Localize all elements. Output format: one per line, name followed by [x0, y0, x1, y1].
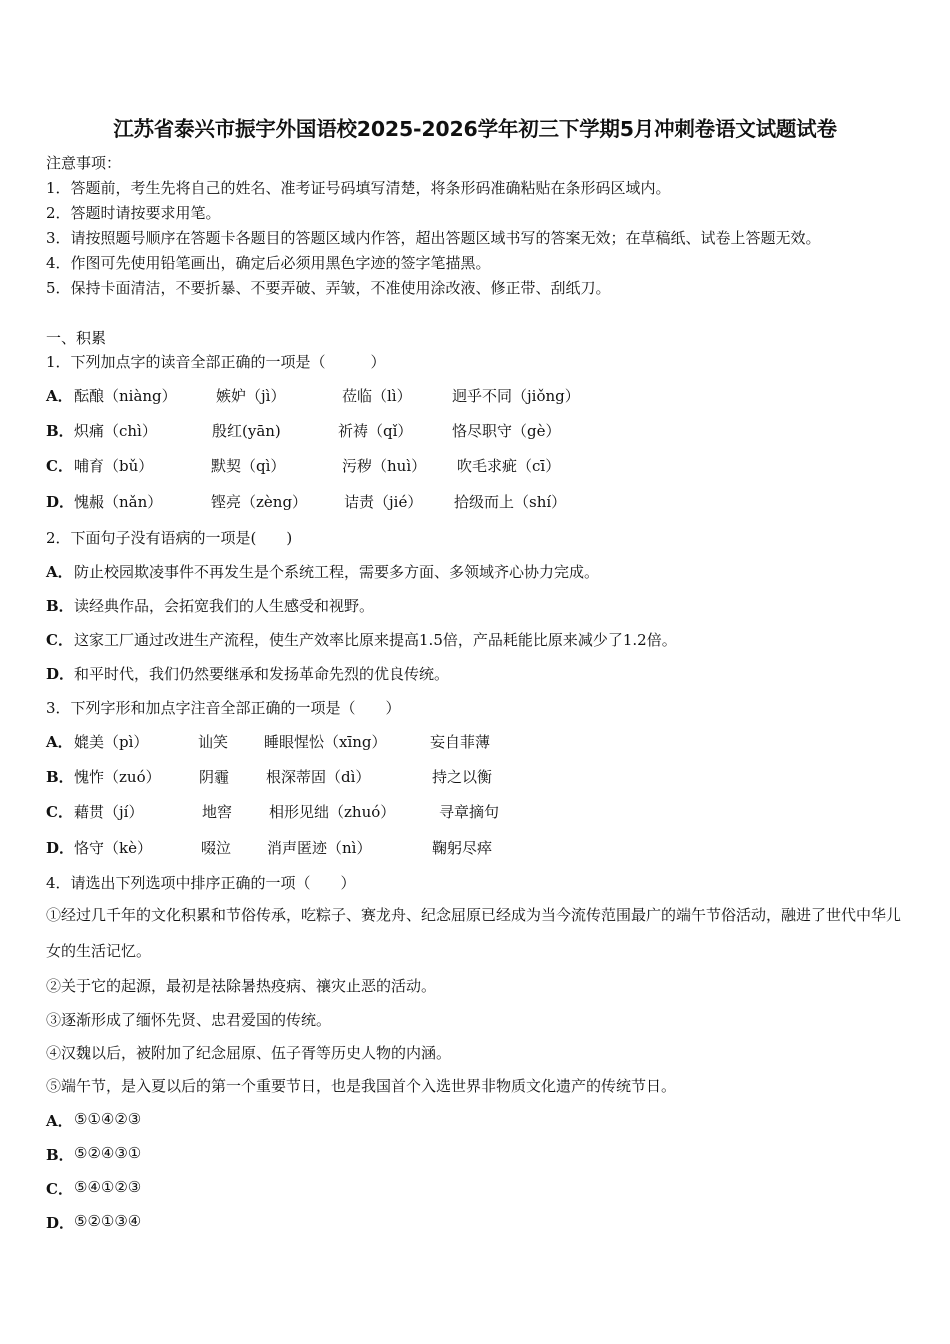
option-label: C． — [46, 631, 73, 649]
option-word: 哺育（bǔ） — [74, 457, 154, 475]
option-word: 阴霾 — [199, 768, 230, 786]
question-4-stem: 4．请选出下列选项中排序正确的一项（ ） — [46, 874, 356, 892]
option-word: 鞠躬尽瘁 — [432, 839, 493, 857]
option-word: 睡眼惺忪（xīng） — [264, 733, 387, 751]
option-text: ⑤④①②③ — [74, 1178, 142, 1196]
option-label: D． — [46, 665, 75, 683]
option-word: 地窖 — [202, 803, 233, 821]
option-word: 殷红(yān) — [212, 422, 281, 440]
sentence-4: ④汉魏以后，被附加了纪念屈原、伍子胥等历史人物的内涵。 — [46, 1044, 452, 1062]
option-word: 持之以衡 — [432, 768, 493, 786]
sentence-1: ①经过几千年的文化积累和节俗传承，吃粽子、赛龙舟、纪念屈原已经成为当今流传范围最广的端午节俗活动，融进了世代中华儿女的生活记忆。 — [46, 906, 902, 960]
option-word: 媲美（pì） — [74, 733, 149, 751]
option-label: B． — [46, 768, 74, 786]
option-word: 讪笑 — [198, 733, 229, 751]
option-label: B． — [46, 1146, 74, 1164]
option-word: 酝酿（niàng） — [74, 387, 177, 405]
option-label: D． — [46, 839, 75, 857]
option-word: 铿亮（zèng） — [211, 493, 308, 511]
option-word: 妄自菲薄 — [430, 733, 491, 751]
question-1-stem: 1．下列加点字的读音全部正确的一项是（ ） — [46, 353, 386, 371]
option-text: 读经典作品，会拓宽我们的人生感受和视野。 — [74, 597, 375, 615]
question-2-stem: 2．下面句子没有语病的一项是( ) — [46, 529, 293, 547]
option-word: 恪尽职守（gè） — [452, 422, 561, 440]
option-text: ⑤②①③④ — [74, 1212, 142, 1230]
notice-item: 3．请按照题号顺序在答题卡各题目的答题区域内作答，超出答题区域书写的答案无效；在草稿纸、试卷上答题无效。 — [46, 229, 821, 247]
option-label: B． — [46, 422, 74, 440]
option-word: 藉贯（jí） — [74, 803, 144, 821]
option-word: 诘责（jié） — [344, 493, 423, 511]
option-word: 默契（qì） — [211, 457, 286, 475]
option-label: A． — [46, 387, 73, 405]
option-label: C． — [46, 1180, 73, 1198]
option-word: 莅临（lì） — [342, 387, 412, 405]
option-word: 嫉妒（jì） — [216, 387, 286, 405]
option-word: 吹毛求疵（cī） — [457, 457, 561, 475]
question-3-stem: 3．下列字形和加点字注音全部正确的一项是（ ） — [46, 699, 401, 717]
option-word: 根深蒂固（dì） — [266, 768, 371, 786]
option-word: 寻章摘句 — [439, 803, 500, 821]
option-label: D． — [46, 1214, 75, 1232]
option-word: 啜泣 — [201, 839, 232, 857]
option-word: 愧赧（nǎn） — [74, 493, 163, 511]
option-word: 拾级而上（shí） — [454, 493, 567, 511]
option-text: 和平时代，我们仍然要继承和发扬革命先烈的优良传统。 — [74, 665, 450, 683]
option-word: 污秽（huì） — [342, 457, 427, 475]
option-word: 愧怍（zuó） — [74, 768, 161, 786]
notice-heading: 注意事项： — [46, 154, 122, 172]
page-title: 江苏省泰兴市振宇外国语校2025-2026学年初三下学期5月冲刺卷语文试题试卷 — [113, 117, 837, 141]
option-word: 祈祷（qǐ） — [338, 422, 413, 440]
option-text: ⑤②④③① — [74, 1144, 142, 1162]
option-word: 迥乎不同（jiǒng） — [452, 387, 580, 405]
option-label: D． — [46, 493, 75, 511]
sentence-5: ⑤端午节，是入夏以后的第一个重要节日，也是我国首个入选世界非物质文化遗产的传统节日。 — [46, 1077, 677, 1095]
option-word: 炽痛（chì） — [74, 422, 157, 440]
option-word: 恪守（kè） — [74, 839, 152, 857]
option-label: B． — [46, 597, 74, 615]
notice-item: 2．答题时请按要求用笔。 — [46, 204, 221, 222]
option-word: 消声匿迹（nì） — [267, 839, 372, 857]
option-text: ⑤①④②③ — [74, 1110, 142, 1128]
sentence-3: ③逐渐形成了缅怀先贤、忠君爱国的传统。 — [46, 1011, 332, 1029]
option-label: C． — [46, 803, 73, 821]
option-text: 防止校园欺凌事件不再发生是个系统工程，需要多方面、多领域齐心协力完成。 — [74, 563, 600, 581]
notice-item: 5．保持卡面清洁，不要折暴、不要弄破、弄皱，不准使用涂改液、修正带、刮纸刀。 — [46, 279, 611, 297]
notice-item: 1．答题前，考生先将自己的姓名、准考证号码填写清楚，将条形码准确粘贴在条形码区域内。 — [46, 179, 671, 197]
sentence-2: ②关于它的起源，最初是祛除暑热疫病、禳灾止恶的活动。 — [46, 977, 437, 995]
option-label: A． — [46, 733, 73, 751]
option-word: 相形见绌（zhuó） — [269, 803, 396, 821]
notice-item: 4．作图可先使用铅笔画出，确定后必须用黑色字迹的签字笔描黑。 — [46, 254, 491, 272]
option-label: A． — [46, 563, 73, 581]
option-label: A． — [46, 1112, 73, 1130]
section-heading: 一、积累 — [46, 329, 107, 347]
option-text: 这家工厂通过改进生产流程，使生产效率比原来提高1.5倍，产品耗能比原来减少了1.2倍。 — [74, 631, 677, 649]
option-label: C． — [46, 457, 73, 475]
